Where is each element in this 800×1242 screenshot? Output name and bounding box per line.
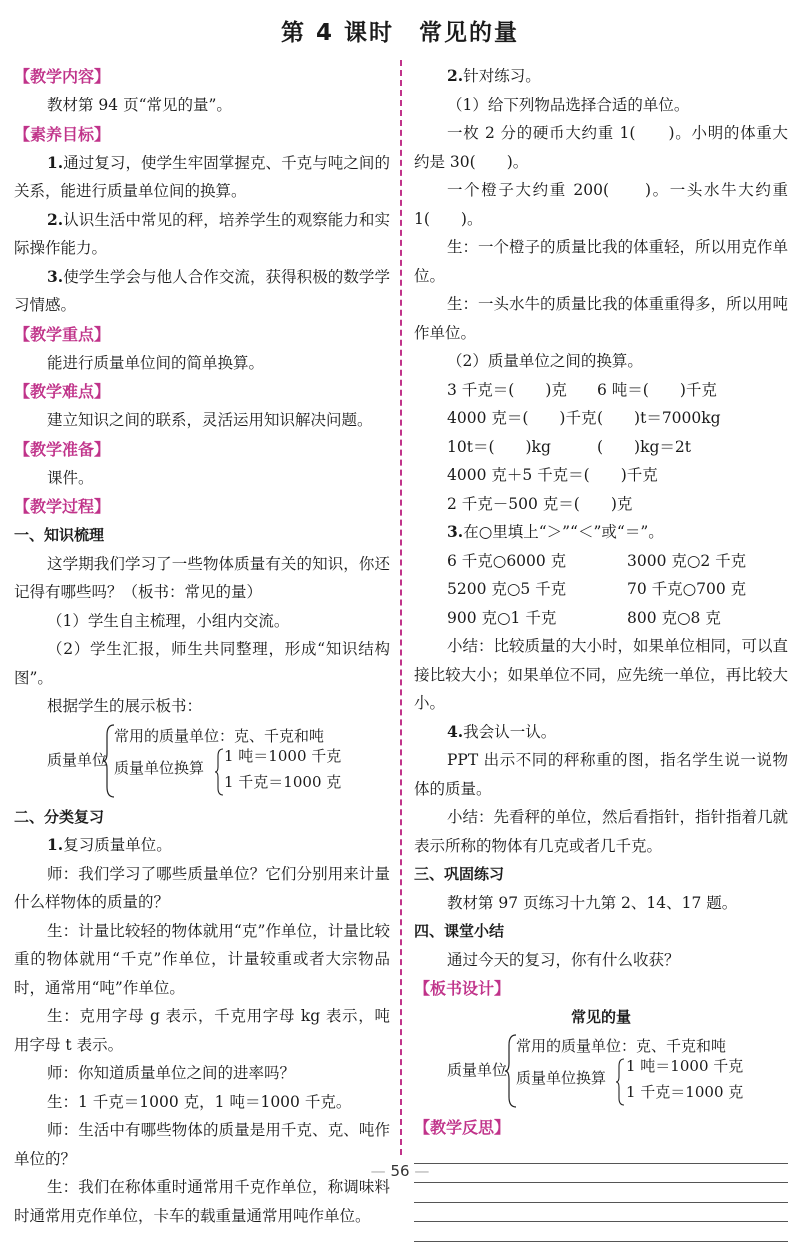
structure-leaf: 1 千克＝1000 克	[626, 1083, 744, 1101]
section-tag-prep: 【教学准备】	[14, 439, 111, 459]
structure-branch: 质量单位换算	[516, 1069, 607, 1087]
paragraph: （2）学生汇报，师生共同整理，形成“知识结构图”。	[14, 640, 390, 687]
key-text: 能进行质量单位间的简单换算。	[47, 353, 265, 372]
compare-row: 6 千克○6000 克 3000 克○2 千克	[447, 551, 747, 570]
paragraph: 这学期我们学习了一些物体质量有关的知识，你还记得有哪些吗？（板书：常见的量）	[14, 554, 390, 601]
writing-line	[414, 1222, 788, 1242]
conversion-row: 2 千克－500 克＝( )克	[447, 494, 633, 513]
dialog-line: 师：我们学习了哪些质量单位？它们分别用来计量什么样物体的质量的？	[14, 864, 390, 911]
section-tag-goals: 【素养目标】	[14, 124, 111, 144]
sub-heading: 1.复习质量单位。	[47, 835, 172, 854]
paragraph: （1）给下列物品选择合适的单位。	[447, 95, 690, 114]
structure-root: 质量单位	[47, 750, 108, 769]
board-structure	[414, 1031, 788, 1113]
conversion-row: 3 千克＝( )克 6 吨＝( )千克	[447, 380, 717, 399]
section-tag-board: 【板书设计】	[414, 979, 511, 998]
dialog-line: 生：计量比较轻的物体就用“克”作单位，计量比较重的物体就用“千克”作单位，计量较重或者大宗物品时，通常用“吨”作单位。	[14, 921, 390, 997]
structure-branch: 常用的质量单位：克、千克和吨	[516, 1037, 727, 1055]
summary: 小结：比较质量的大小时，如果单位相同，可以直接比较大小；如果单位不同，应先统一单位，再比较大小。	[414, 637, 789, 712]
section-tag-content: 【教学内容】	[14, 67, 111, 86]
right-column	[414, 62, 788, 1242]
paragraph: 生：一头水牛的质量比我的体重重得多，所以用吨作单位。	[414, 295, 789, 342]
sub-heading: 2.针对练习。	[447, 66, 541, 85]
column-divider	[400, 60, 402, 1155]
difficult-text: 建立知识之间的联系，灵活运用知识解决问题。	[47, 411, 373, 429]
structure-leaf: 1 吨＝1000 千克	[224, 746, 342, 765]
dialog-line: 生：1 千克＝1000 克，1 吨＝1000 千克。	[47, 1092, 352, 1111]
left-column	[14, 62, 390, 1230]
conversion-row: 4000 克＝( )千克 ( )t＝7000kg	[447, 409, 721, 427]
section-tag-difficult: 【教学难点】	[14, 382, 111, 401]
summary: 小结：先看秤的单位，然后看指针，指针指着几就表示所称的物体有几克或者几千克。	[414, 808, 789, 855]
goal-item: 1.通过复习，使学生牢固掌握克、千克与吨之间的关系，能进行质量单位间的换算。	[14, 152, 390, 200]
prep-text: 课件。	[47, 468, 94, 487]
compare-row: 5200 克○5 千克 70 千克○700 克	[447, 580, 747, 598]
structure-branch: 常用的质量单位：克、千克和吨	[114, 726, 325, 745]
writing-line	[414, 1144, 788, 1164]
section-tag-process: 【教学过程】	[14, 497, 111, 516]
conversion-row: 10t＝( )kg ( )kg＝2t	[447, 437, 691, 456]
paragraph: （1）学生自主梳理，小组内交流。	[47, 611, 290, 630]
paragraph: 一枚 2 分的硬币大约重 1( )。小明的体重大约是 30( )。	[414, 124, 788, 171]
board-title: 常见的量	[570, 1008, 631, 1026]
section-tag-reflect: 【教学反思】	[414, 1118, 511, 1137]
knowledge-structure	[14, 721, 390, 803]
goal-item: 3.使学生学会与他人合作交流，获得积极的数学学习情感。	[14, 266, 390, 314]
dialog-line: 师：你知道质量单位之间的进率吗？	[47, 1064, 296, 1082]
paragraph: 根据学生的展示板书：	[47, 697, 203, 715]
paragraph: 通过今天的复习，你有什么收获？	[447, 950, 680, 969]
paragraph: 一个橙子大约重 200( )。一头水牛大约重 1( )。	[414, 181, 788, 228]
structure-root: 质量单位	[447, 1061, 508, 1079]
section-heading: 三、巩固练习	[414, 865, 505, 883]
page-footer: — 56 —	[370, 1162, 430, 1180]
goal-item: 2.认识生活中常见的秤，培养学生的观察能力和实际操作能力。	[14, 209, 390, 257]
paragraph: 生：一个橙子的质量比我的体重轻，所以用克作单位。	[414, 238, 789, 285]
page-number: 56	[390, 1162, 410, 1180]
dialog-line: 师：生活中有哪些物体的质量是用千克、克、吨作单位的？	[14, 1121, 390, 1168]
section-heading: 二、分类复习	[14, 807, 105, 826]
paragraph: 教材第 97 页练习十九第 2、14、17 题。	[447, 893, 738, 912]
page-title: 第 4 课时 常见的量	[280, 20, 520, 46]
paragraph: PPT 出示不同的秤称重的图，指名学生说一说物体的质量。	[414, 751, 788, 798]
brace-icon	[214, 747, 224, 797]
structure-branch: 质量单位换算	[114, 758, 205, 777]
section-tag-key: 【教学重点】	[14, 324, 111, 344]
section-heading: 一、知识梳理	[14, 526, 105, 544]
dialog-line: 生：克用字母 g 表示，千克用字母 kg 表示，吨用字母 t 表示。	[14, 1007, 390, 1054]
compare-row: 900 克○1 千克 800 克○8 克	[447, 608, 721, 627]
section-heading: 四、课堂小结	[414, 922, 505, 940]
sub-heading: 3.在○里填上“＞”“＜”或“＝”。	[447, 522, 664, 541]
content-text: 教材第 94 页“常见的量”。	[47, 96, 232, 114]
brace-icon	[615, 1057, 625, 1107]
dialog-line: 生：我们在称体重时通常用千克作单位，称调味料时通常用克作单位，卡车的载重量通常用吨作单位。	[14, 1178, 390, 1225]
conversion-row: 4000 克＋5 千克＝( )千克	[447, 466, 658, 484]
sub-heading: 4.我会认一认。	[447, 721, 557, 741]
structure-leaf: 1 吨＝1000 千克	[626, 1057, 744, 1075]
writing-line	[414, 1203, 788, 1223]
paragraph: （2）质量单位之间的换算。	[447, 352, 643, 370]
structure-leaf: 1 千克＝1000 克	[224, 772, 342, 791]
